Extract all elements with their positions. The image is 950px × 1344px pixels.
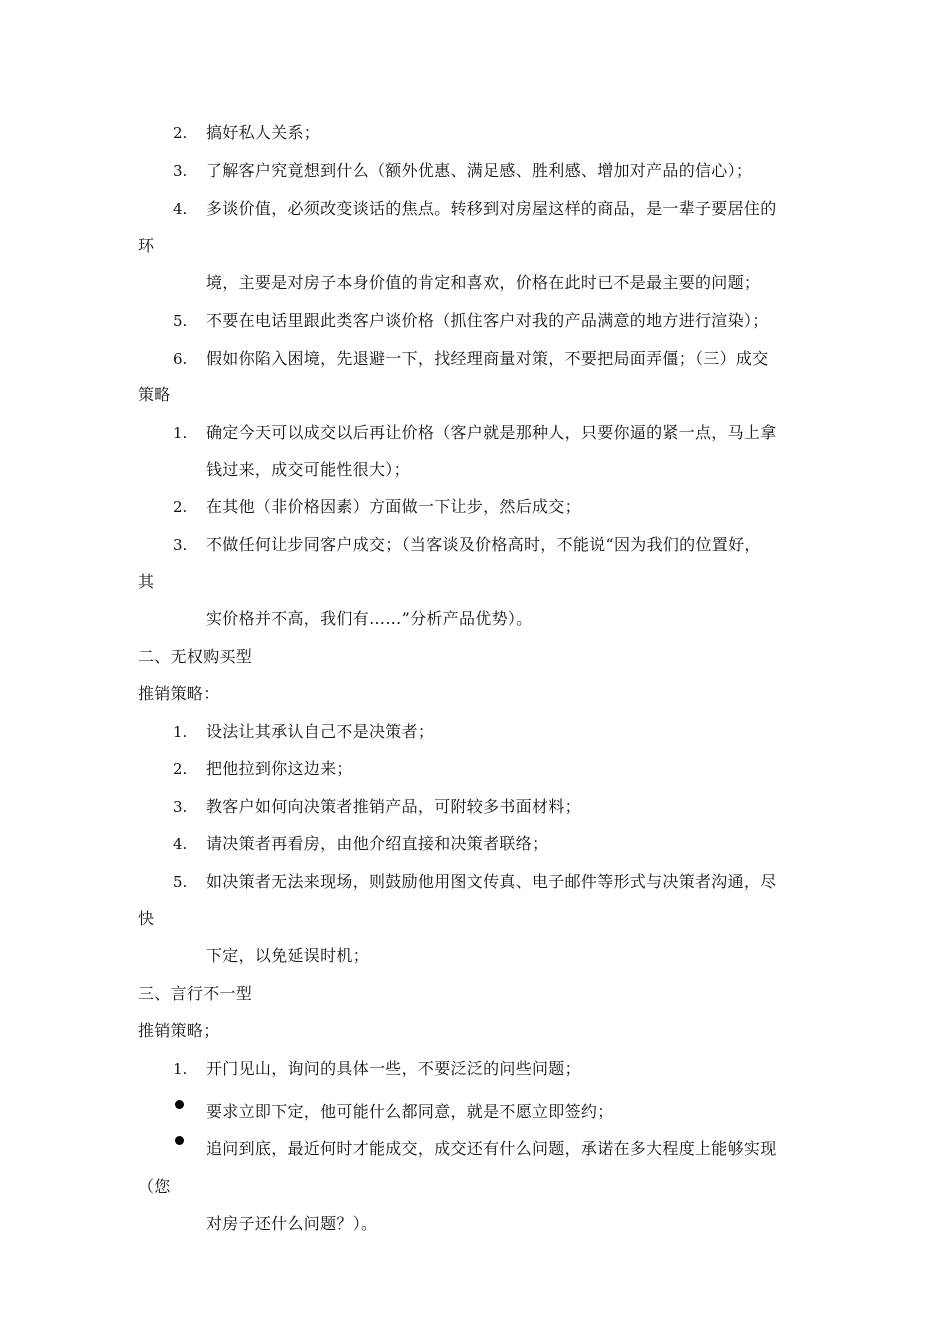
item-number: 5. [173, 312, 188, 330]
list-item: 多谈价值，必须改变谈话的焦点。转移到对房屋这样的商品，是一辈子要居住的 [206, 199, 777, 218]
item-number: 3. [173, 162, 188, 180]
item-number: 2. [173, 124, 188, 142]
bullet-icon [175, 1136, 184, 1145]
list-item: 不做任何让步同客户成交；（当客谈及价格高时，不能说“因为我们的位置好， [206, 535, 761, 554]
item-number: 1. [173, 723, 188, 741]
list-item-continuation: 下定，以免延误时机； [206, 946, 370, 965]
list-item: 请决策者再看房，由他介绍直接和决策者联络； [206, 834, 549, 853]
list-item-wrap: 环 [138, 236, 155, 255]
item-number: 6. [173, 350, 188, 368]
list-item: 不要在电话里跟此类客户谈价格（抓住客户对我的产品满意的地方进行渲染）； [206, 311, 769, 330]
list-item-wrap: 快 [138, 909, 155, 928]
list-item-wrap: 策略 [138, 385, 171, 404]
section-heading: 三、言行不一型 [138, 984, 253, 1003]
item-number: 5. [173, 873, 188, 891]
item-number: 4. [173, 200, 188, 218]
list-item: 搞好私人关系； [206, 123, 321, 142]
list-item: 设法让其承认自己不是决策者； [206, 722, 435, 741]
list-item: 确定今天可以成交以后再让价格（客户就是那种人，只要你逼的紧一点，马上拿 [206, 423, 777, 442]
item-number: 2. [173, 498, 188, 516]
list-item-wrap: 其 [138, 572, 155, 591]
list-item-continuation: 对房子还什么问题？）。 [206, 1214, 378, 1233]
list-item: 开门见山，询问的具体一些，不要泛泛的问些问题； [206, 1059, 581, 1078]
list-item: 假如你陷入困境，先退避一下，找经理商量对策，不要把局面弄僵；（三）成交 [206, 349, 769, 368]
item-number: 3. [173, 536, 188, 554]
list-item: 追问到底，最近何时才能成交，成交还有什么问题，承诺在多大程度上能够实现 [206, 1139, 777, 1158]
section-heading: 二、无权购买型 [138, 647, 253, 666]
item-number: 4. [173, 835, 188, 853]
list-item-wrap: （您 [138, 1177, 171, 1196]
item-number: 1. [173, 1060, 188, 1078]
item-number: 3. [173, 798, 188, 816]
strategy-label: 推销策略； [138, 1021, 220, 1040]
item-number: 1. [173, 424, 188, 442]
list-item: 要求立即下定，他可能什么都同意，就是不愿立即签约； [206, 1102, 614, 1121]
list-item: 如决策者无法来现场，则鼓励他用图文传真、电子邮件等形式与决策者沟通，尽 [206, 872, 777, 891]
list-item: 把他拉到你这边来； [206, 759, 353, 778]
list-item: 教客户如何向决策者推销产品，可附较多书面材料； [206, 797, 581, 816]
strategy-label: 推销策略： [138, 684, 220, 703]
list-item-continuation: 钱过来，成交可能性很大）； [206, 460, 410, 479]
list-item: 了解客户究竟想到什么（额外优惠、满足感、胜利感、增加对产品的信心）； [206, 161, 753, 180]
bullet-icon [175, 1100, 184, 1109]
list-item: 在其他（非价格因素）方面做一下让步，然后成交； [206, 497, 581, 516]
list-item-continuation: 境，主要是对房子本身价值的肯定和喜欢，价格在此时已不是最主要的问题； [206, 273, 761, 292]
list-item-continuation: 实价格并不高，我们有……”分析产品优势）。 [206, 609, 533, 628]
item-number: 2. [173, 760, 188, 778]
